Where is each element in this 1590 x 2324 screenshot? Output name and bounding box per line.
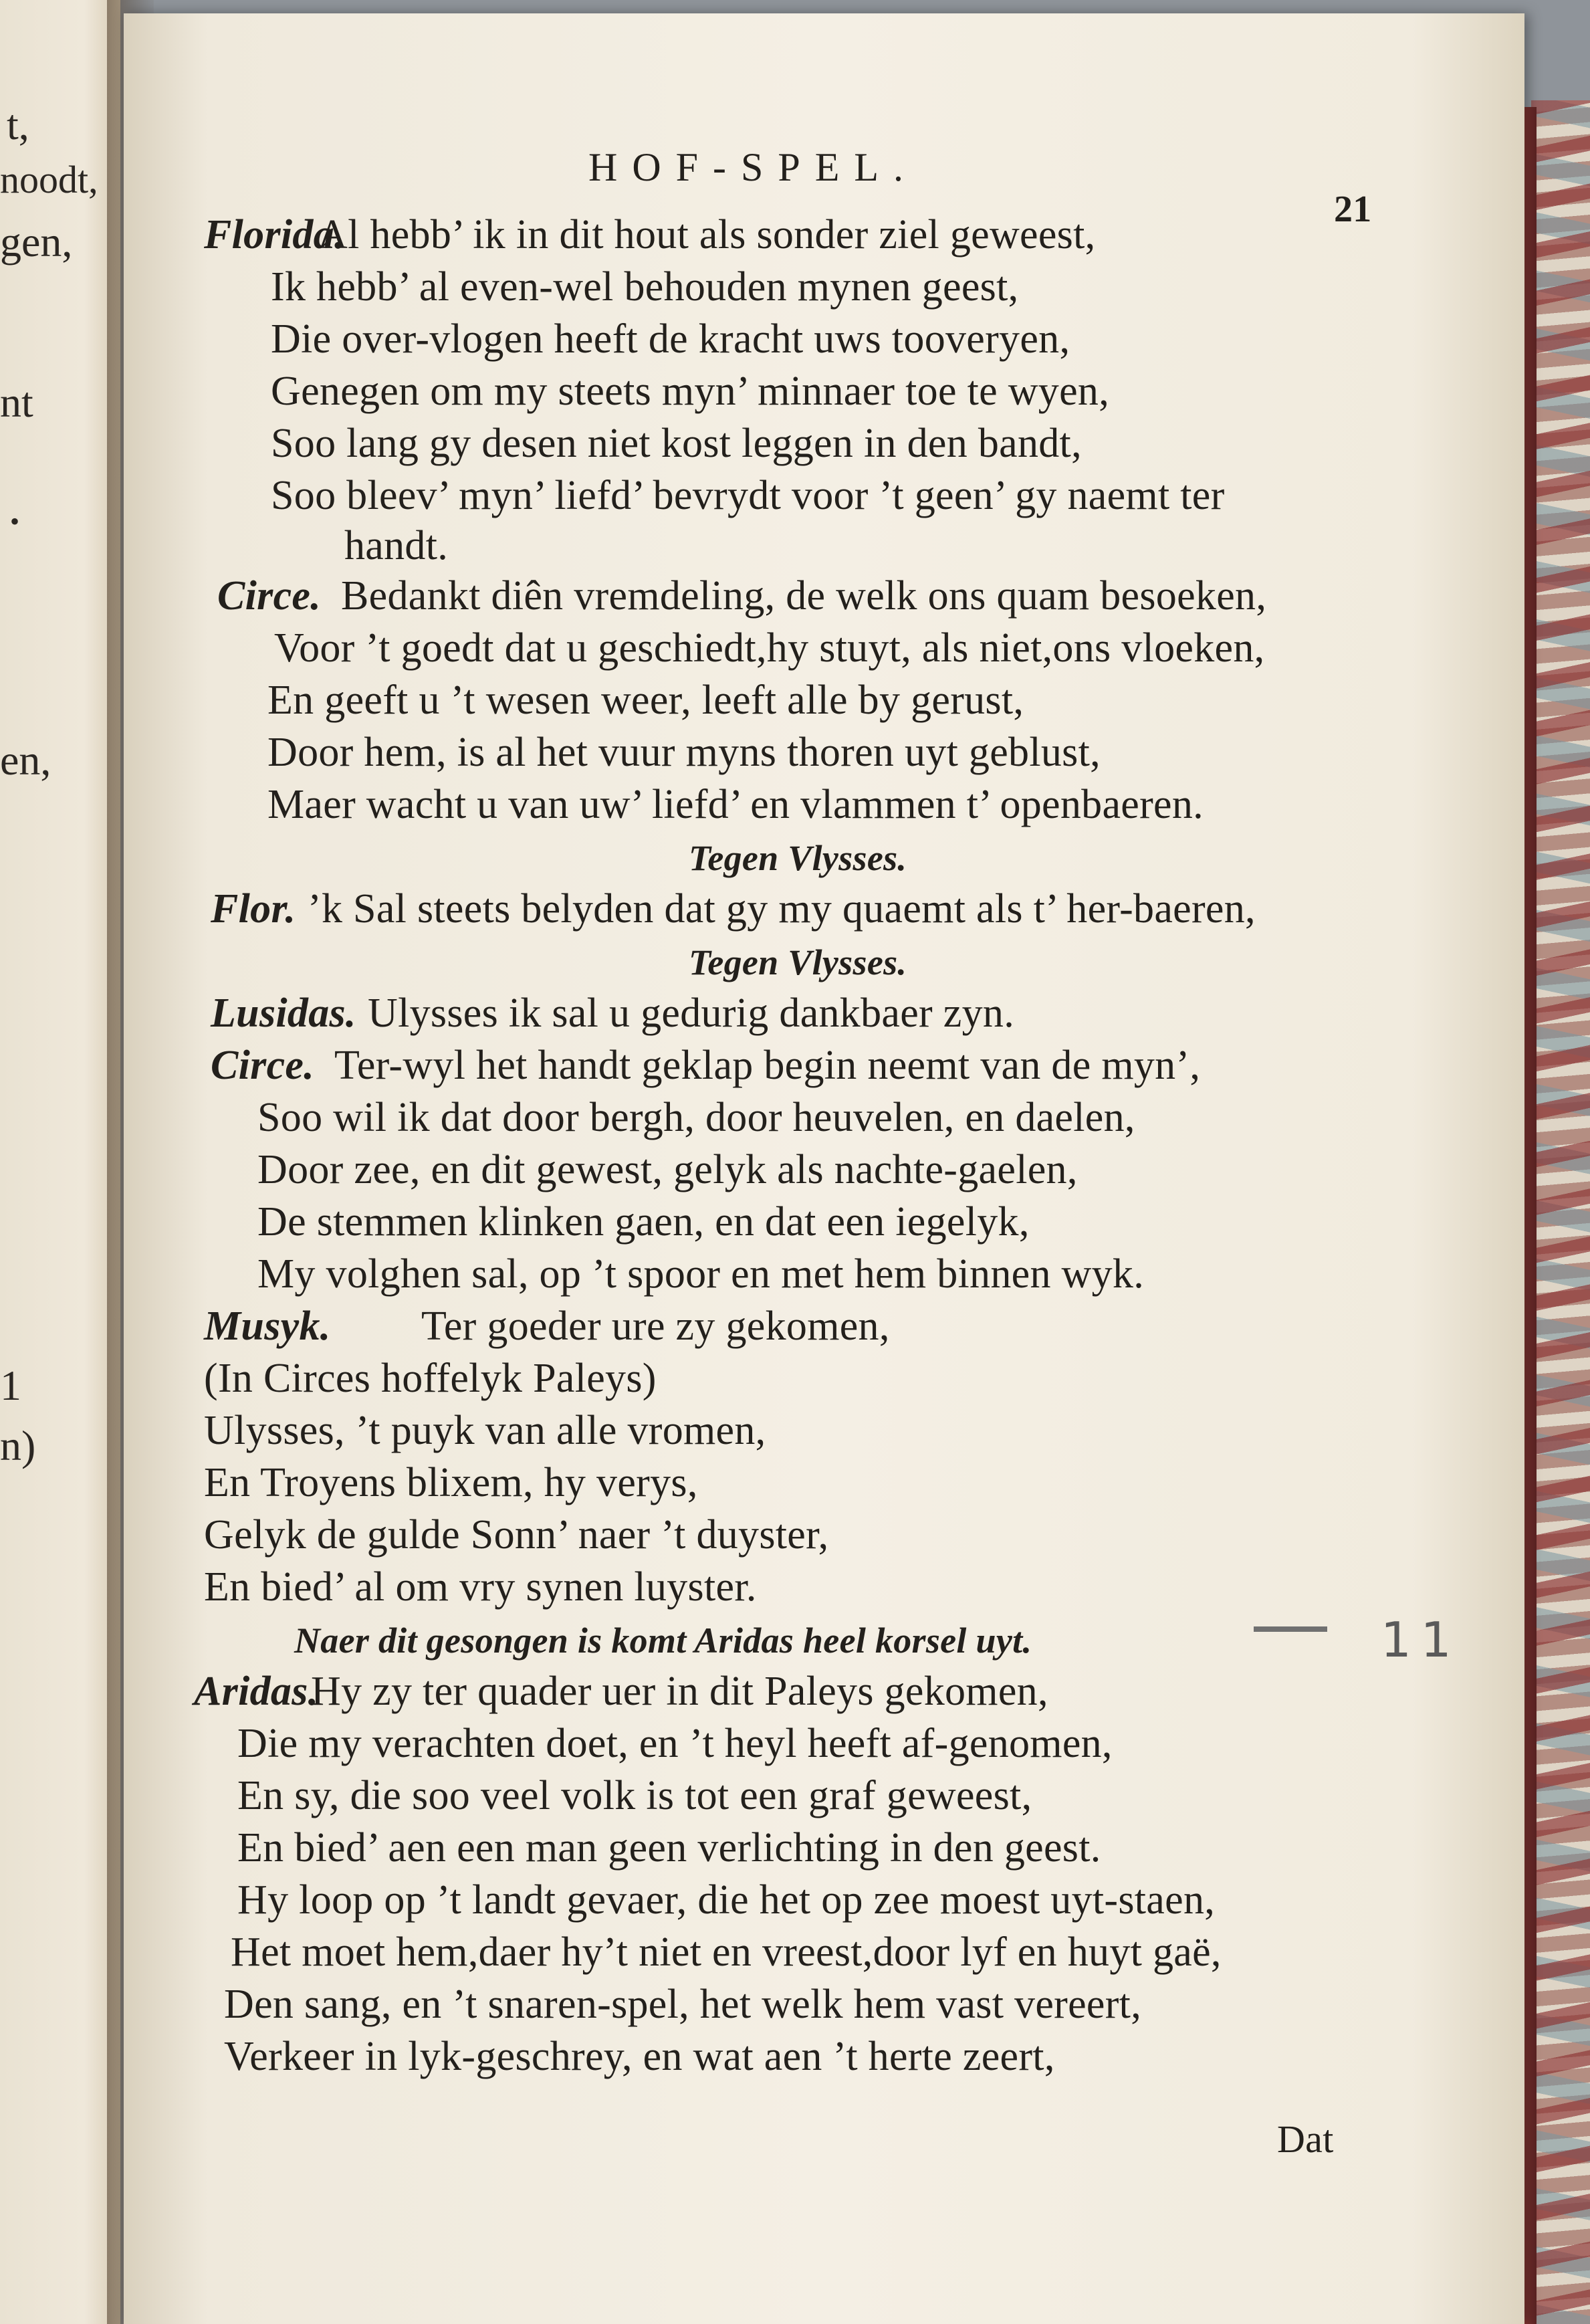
speech-text: ’k Sal steets belyden dat gy my quaemt als t’ her-baeren, [308,886,1256,932]
previous-page [0,0,120,2324]
speech-text: Soo wil ik dat door bergh, door heuvelen, en daelen, [257,1095,1135,1140]
page-number: 21 [1334,189,1372,230]
speech-text: Ulysses, ’t puyk van alle vromen, [204,1408,766,1453]
speech-text: Door zee, en dit gewest, gelyk als nachte-gaelen, [257,1147,1078,1192]
verse-line [257,1253,1144,1295]
speech-text: Ter-wyl het handt geklap begin neemt van de myn’, [334,1043,1201,1088]
left-page-fragment: 1 [0,1362,21,1409]
speech-text: Voor ’t goedt dat u geschiedt,hy stuyt, als niet,ons vloeken, [274,625,1265,671]
speaker-name: Lusidas. [211,990,356,1036]
verse-line [237,1775,1032,1816]
speaker-name: Musyk. [204,1303,331,1349]
left-page-fragment: n) [0,1422,36,1469]
speech-text: Ik hebb’ al even-wel behouden mynen geest, [271,264,1019,310]
catchword: Dat [1277,2117,1334,2161]
speech-text: En geeft u ’t wesen weer, leeft alle by gerust, [267,677,1024,723]
left-page-fragment: en, [0,736,51,784]
speech-text: Hy loop op ’t landt gevaer, die het op zee moest uyt-staen, [237,1877,1216,1923]
verse-line [271,368,1110,414]
speech-text: Door hem, is al het vuur myns thoren uyt geblust, [267,730,1101,775]
verse-line [204,1514,828,1556]
verse-line [194,1669,1048,1714]
verse-line [271,318,1070,360]
verse-line [689,836,907,877]
speech-text: Verkeer in lyk-geschrey, en wat aen ’t herte zeert, [224,2034,1055,2079]
speech-text: Hy zy ter quader uer in dit Paleys gekomen, [311,1669,1048,1714]
speaker-name: Florida. [204,212,345,257]
verse-line [204,1462,698,1503]
left-page-fragment: gen, [0,218,73,266]
verse-line [267,732,1101,773]
speech-text: En bied’ aen een man geen verlichting in den geest. [237,1825,1101,1871]
marbled-endpaper [1531,100,1590,2324]
verse-line [237,1879,1215,1921]
verse-line [211,990,1015,1036]
speech-text: Soo bleev’ myn’ liefd’ bevrydt voor ’t geen’ gy naemt ter [271,473,1225,518]
verse-line [204,1410,766,1451]
speech-text: Bedankt diên vremdeling, de welk ons quam besoeken, [341,573,1267,619]
verse-line [204,1303,890,1349]
speech-text: Maer wacht u van uw’ liefd’ en vlammen t’ openbaeren. [267,782,1204,827]
verse-line [294,1618,1032,1660]
verse-line [231,1931,1222,1973]
speech-text: Genegen om my steets myn’ minnaer toe te wyen, [271,368,1110,414]
speaker-name: Flor. [211,886,296,932]
stage-direction: Naer dit gesongen is komt Aridas heel korsel uyt. [294,1620,1032,1661]
verse-line [267,784,1204,825]
verse-line [271,423,1082,464]
speech-text: Die over-vlogen heeft de kracht uws tooveryen, [271,316,1070,362]
verse-line [257,1201,1030,1243]
verse-line [237,1723,1113,1764]
speech-text: Ulysses ik sal u gedurig dankbaer zyn. [368,990,1015,1036]
left-page-fragment: • [10,506,20,536]
speech-text: De stemmen klinken gaen, en dat een iegelyk, [257,1199,1030,1245]
speech-text: En sy, die soo veel volk is tot een graf geweest, [237,1773,1032,1818]
speech-text: En bied’ al om vry synen luyster. [204,1564,757,1610]
verse-line [267,679,1024,721]
book-page [124,13,1524,2324]
stage-direction: Tegen Vlysses. [689,838,907,878]
verse-line [204,212,1096,257]
speech-text: Den sang, en ’t snaren-spel, het welk hem vast vereert, [224,1982,1141,2027]
verse-line [211,1043,1201,1088]
verse-line [271,266,1018,308]
speech-text: Gelyk de gulde Sonn’ naer ’t duyster, [204,1512,829,1558]
verse-line [689,940,907,982]
verse-line [204,1566,757,1608]
speech-text: Soo lang gy desen niet kost leggen in den bandt, [271,421,1082,466]
speech-text: Al hebb’ ik in dit hout als sonder ziel geweest, [318,212,1096,257]
speaker-name: Circe. [211,1043,315,1088]
running-head: HOF-SPEL. [588,145,919,189]
speaker-name: Circe. [217,573,322,619]
verse-line [224,1984,1141,2025]
left-page-fragment: noodt, [0,158,98,201]
speech-text: Die my verachten doet, en ’t heyl heeft af-genomen, [237,1721,1113,1766]
verse-line [274,627,1264,669]
verse-line [204,1358,657,1399]
verse-line [211,886,1256,932]
left-page-fragment: t, [7,101,29,148]
verse-line [257,1097,1135,1138]
verse-line [344,525,448,566]
speech-text: (In Circes hoffelyk Paleys) [204,1356,657,1401]
speech-text: Het moet hem,daer hy’t niet en vreest,door lyf en huyt gaë, [231,1929,1222,1975]
left-page-fragment: nt [0,379,33,426]
pencil-dash [1254,1626,1327,1632]
speech-text: Ter goeder ure zy gekomen, [421,1303,890,1349]
speech-text: handt. [344,523,449,568]
speech-text: My volghen sal, op ’t spoor en met hem binnen wyk. [257,1251,1145,1297]
verse-line [237,1827,1101,1869]
pencil-mark: 11 [1381,1612,1461,1668]
verse-line [257,1149,1078,1190]
verse-line [224,2036,1055,2077]
stage-direction: Tegen Vlysses. [689,942,907,982]
speaker-name: Aridas. [194,1669,319,1714]
verse-line [217,573,1267,619]
speech-text: En Troyens blixem, hy verys, [204,1460,698,1505]
verse-line [271,475,1225,516]
